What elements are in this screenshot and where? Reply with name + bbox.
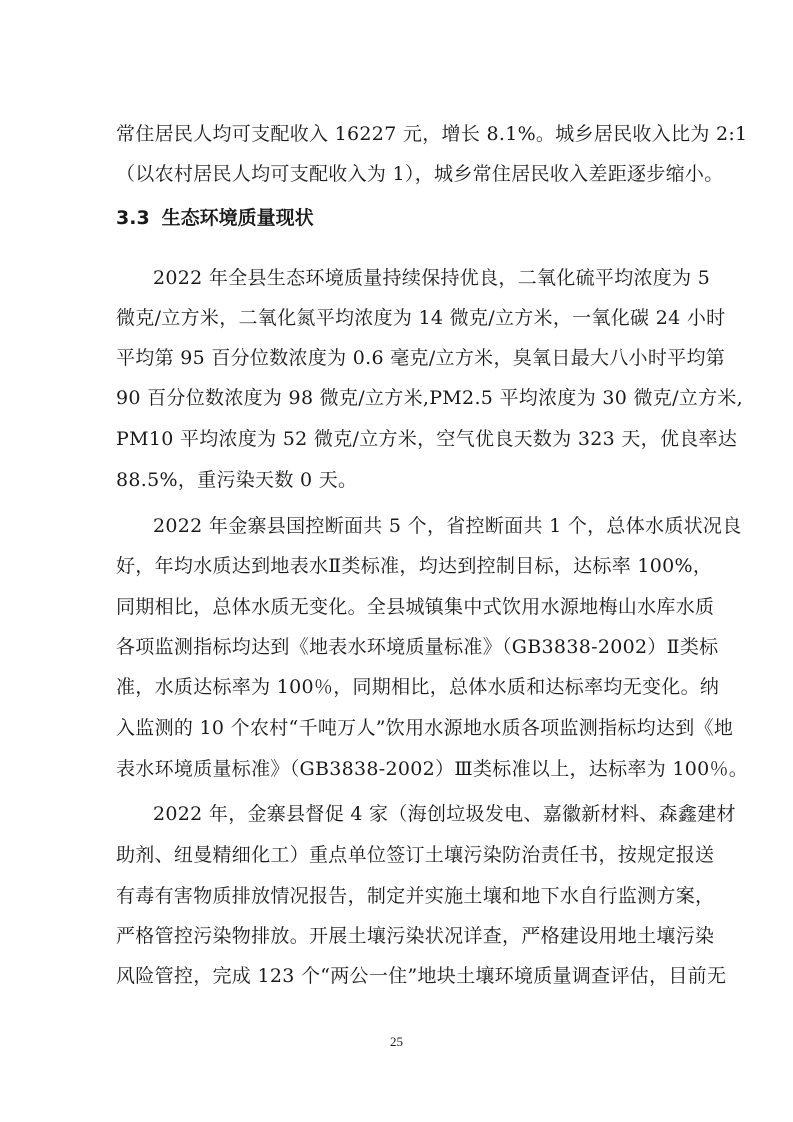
intro-line-1: 常住居民人均可支配收入 16227 元，增长 8.1%。城乡居民收入比为 2:1 [116, 123, 748, 145]
section-heading [116, 206, 314, 230]
para3-line: 有毒有害物质排放情况报告，制定并实施土壤和地下水自行监测方案， [116, 885, 715, 907]
para2-line: 2022 年金寨县国控断面共 5 个，省控断面共 1 个，总体水质状况良 [153, 515, 742, 537]
para2-line: 表水环境质量标准》（GB3838-2002）Ⅲ类标准以上，达标率为 100％。 [116, 758, 749, 780]
para3-line: 2022 年，金寨县督促 4 家（海创垃圾发电、嘉徽新材料、森鑫建材 [153, 803, 736, 825]
para3-line: 风险管控，完成 123 个“两公一住”地块土壤环境质量调查评估，目前无 [116, 965, 727, 987]
para1-line: 90 百分位数浓度为 98 微克/立方米,PM2.5 平均浓度为 30 微克/立方米, [116, 387, 744, 409]
para1-line: PM10 平均浓度为 52 微克/立方米，空气优良天数为 323 天，优良率达 [116, 428, 738, 450]
para1-line: 88.5%，重污染天数 0 天。 [116, 469, 358, 491]
para2-line: 各项监测指标均达到《地表水环境质量标准》（GB3838-2002）Ⅱ类标 [116, 636, 719, 658]
para2-line: 同期相比，总体水质无变化。全县城镇集中式饮用水源地梅山水库水质 [116, 596, 715, 618]
para1-line: 平均第 95 百分位数浓度为 0.6 毫克/立方米，臭氧日最大八小时平均第 [116, 347, 726, 369]
para1-line: 2022 年全县生态环境质量持续保持优良，二氧化硫平均浓度为 5 [153, 267, 711, 289]
page-number: 25 [390, 1034, 403, 1049]
intro-line-2: （以农村居民人均可支配收入为 1），城乡常住居民收入差距逐步缩小。 [116, 163, 724, 185]
para2-line: 好，年均水质达到地表水Ⅱ类标准，均达到控制目标，达标率 100%， [116, 555, 713, 577]
para3-line: 严格管控污染物排放。开展土壤污染状况详查，严格建设用地土壤污染 [116, 925, 715, 947]
para3-line: 助剂、纽曼精细化工）重点单位签订土壤污染防治责任书，按规定报送 [116, 844, 715, 866]
section-title: 生态环境质量现状 [161, 207, 314, 229]
para2-line: 入监测的 10 个农村“千吨万人”饮用水源地水质各项监测指标均达到《地 [116, 717, 734, 739]
section-number: 3.3 [116, 207, 150, 229]
para1-line: 微克/立方米，二氧化氮平均浓度为 14 微克/立方米，一氧化碳 24 小时 [116, 307, 726, 329]
para2-line: 准，水质达标率为 100％，同期相比，总体水质和达标率均无变化。纳 [116, 676, 720, 698]
